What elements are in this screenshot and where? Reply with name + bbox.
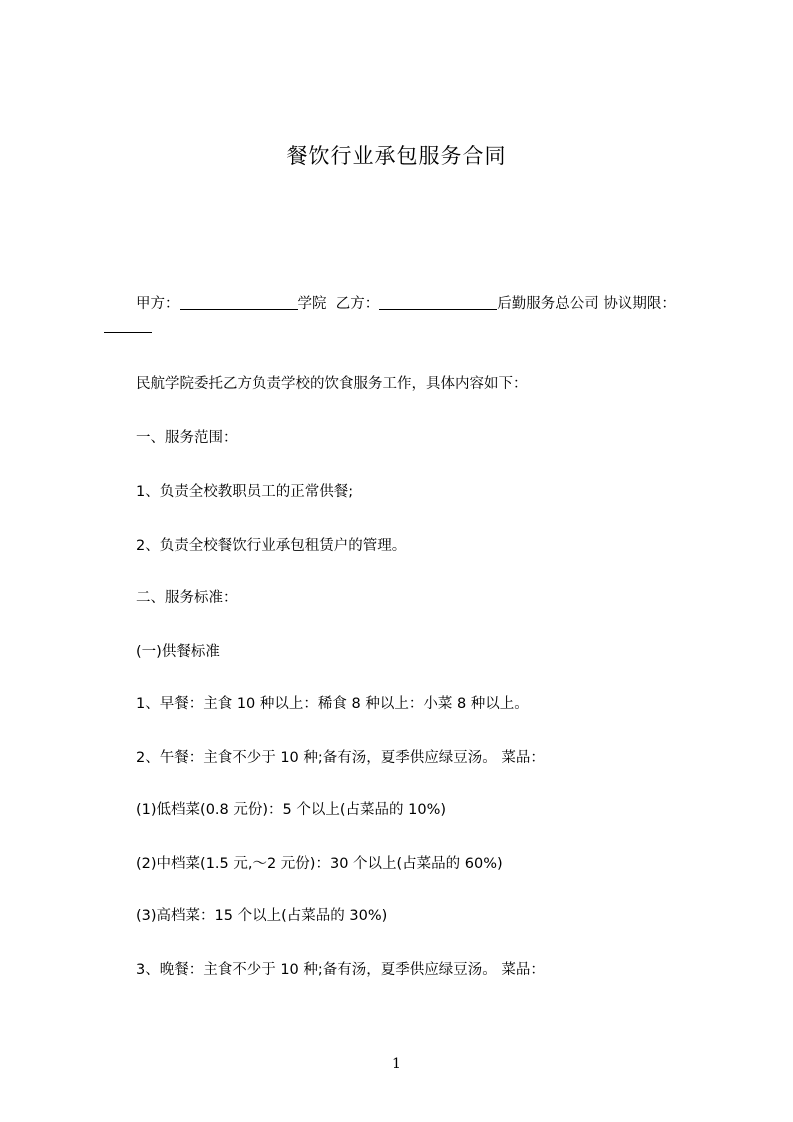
list-item: 1、负责全校教职员工的正常供餐; xyxy=(136,484,354,500)
document-title: 餐饮行业承包服务合同 xyxy=(286,144,507,168)
list-item: 2、负责全校餐饮行业承包租赁户的管理。 xyxy=(136,538,407,554)
list-item: 2、午餐：主食不少于 10 种;备有汤，夏季供应绿豆汤。 菜品： xyxy=(136,750,545,766)
party-b-suffix: 后勤服务总公司 xyxy=(497,296,599,312)
party-a-label: 甲方： xyxy=(136,296,180,312)
party-b-label: 乙方： xyxy=(335,296,380,312)
paragraph: 民航学院委托乙方负责学校的饮食服务工作，具体内容如下： xyxy=(136,376,528,392)
party-b-blank xyxy=(379,295,497,310)
subsection-heading: (一)供餐标准 xyxy=(136,644,220,660)
list-item: 1、早餐：主食 10 种以上：稀食 8 种以上：小菜 8 种以上。 xyxy=(136,696,529,712)
list-item: (1)低档菜(0.8 元份)：5 个以上(占菜品的 10%) xyxy=(136,802,447,818)
parties-line xyxy=(136,292,676,313)
list-item: (2)中档菜(1.5 元,～2 元份)：30 个以上(占菜品的 60%) xyxy=(136,856,503,872)
section-heading: 一、服务范围： xyxy=(136,430,238,446)
section-heading: 二、服务标准： xyxy=(136,590,238,606)
list-item: 3、晚餐：主食不少于 10 种;备有汤，夏季供应绿豆汤。 菜品： xyxy=(136,962,545,978)
term-blank-line xyxy=(104,318,152,335)
term-label: 协议期限： xyxy=(603,296,676,312)
term-blank xyxy=(104,318,152,333)
party-a-suffix: 学院 xyxy=(297,296,327,312)
list-item: (3)高档菜：15 个以上(占菜品的 30%) xyxy=(136,908,388,924)
page-number: 1 xyxy=(392,1056,401,1072)
party-a-blank xyxy=(180,295,298,310)
